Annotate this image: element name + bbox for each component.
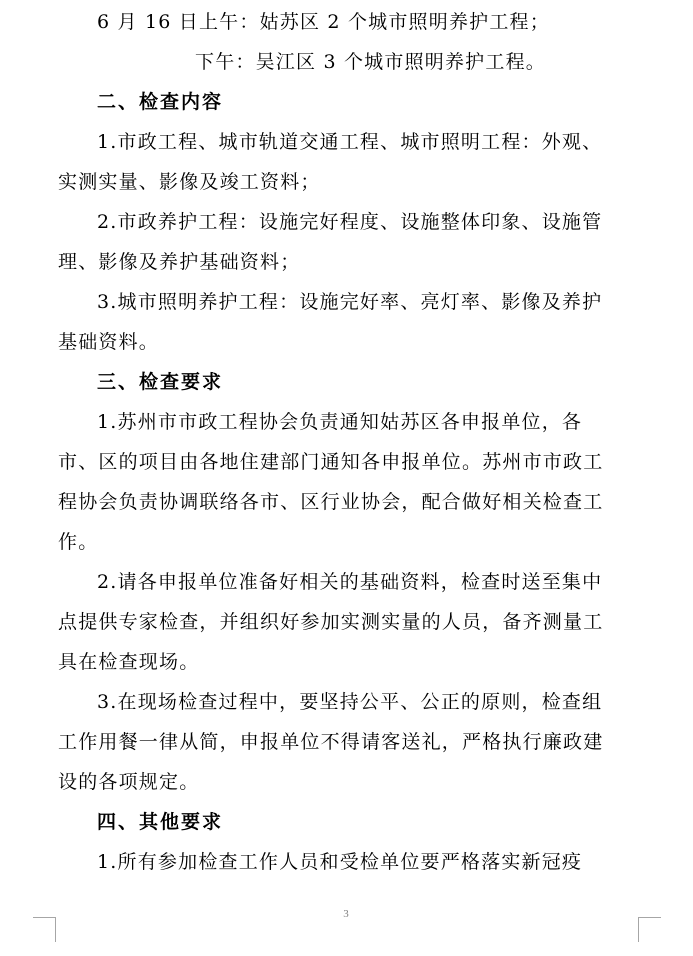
- other-requirement-1-line-1: 1.所有参加检查工作人员和受检单位要严格落实新冠疫: [97, 851, 583, 873]
- content-item-1-line-2: 实测实量、影像及竣工资料；: [58, 171, 321, 193]
- requirement-1-line-2: 市、区的项目由各地住建部门通知各申报单位。苏州市市政工: [58, 451, 604, 473]
- requirement-1-line-3: 程协会负责协调联络各市、区行业协会，配合做好相关检查工: [58, 491, 604, 513]
- margin-corner-mark-right: [638, 917, 661, 942]
- requirement-2-line-3: 具在检查现场。: [58, 651, 200, 673]
- content-item-3-line-2: 基础资料。: [58, 331, 160, 353]
- content-item-3-line-1: 3.城市照明养护工程：设施完好率、亮灯率、影像及养护: [97, 291, 603, 313]
- content-item-2-line-2: 理、影像及养护基础资料；: [58, 251, 301, 273]
- requirement-1-line-1: 1.苏州市市政工程协会负责通知姑苏区各申报单位，各: [97, 411, 583, 433]
- requirement-3-line-3: 设的各项规定。: [58, 771, 200, 793]
- requirement-2-line-2: 点提供专家检查，并组织好参加实测实量的人员，备齐测量工: [58, 611, 604, 633]
- schedule-morning-line: 6 月 16 日上午：姑苏区 2 个城市照明养护工程；: [97, 11, 550, 33]
- content-item-1-line-1: 1.市政工程、城市轨道交通工程、城市照明工程：外观、: [97, 131, 603, 153]
- requirement-3-line-2: 工作用餐一律从简，申报单位不得请客送礼，严格执行廉政建: [58, 731, 604, 753]
- section-heading-inspection-requirements: 三、检查要求: [97, 371, 224, 393]
- requirement-3-line-1: 3.在现场检查过程中，要坚持公平、公正的原则，检查组: [97, 691, 603, 713]
- margin-corner-mark-left: [33, 917, 56, 942]
- content-item-2-line-1: 2.市政养护工程：设施完好程度、设施整体印象、设施管: [97, 211, 603, 233]
- section-heading-inspection-content: 二、检查内容: [97, 91, 224, 113]
- schedule-afternoon-line: 下午：吴江区 3 个城市照明养护工程。: [195, 51, 546, 73]
- page-number: 3: [343, 908, 349, 920]
- requirement-2-line-1: 2.请各申报单位准备好相关的基础资料，检查时送至集中: [97, 571, 603, 593]
- section-heading-other-requirements: 四、其他要求: [97, 811, 224, 833]
- requirement-1-line-4: 作。: [58, 531, 99, 553]
